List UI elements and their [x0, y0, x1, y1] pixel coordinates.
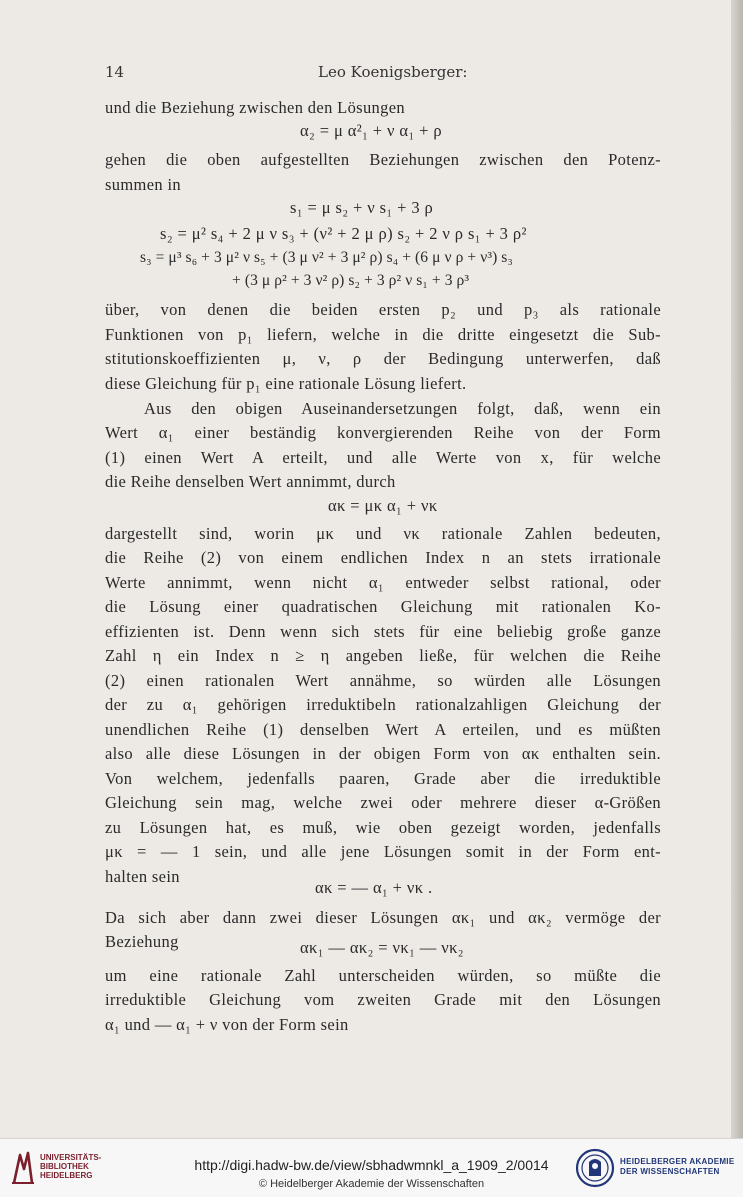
text-line: α₁ und — α₁ + ν von der Form sein	[105, 1015, 349, 1034]
text-line: und die Beziehung zwischen den Lösungen	[105, 98, 406, 117]
running-title: Leo Koenigsberger:	[318, 63, 468, 81]
text-line: Wert α₁ einer beständig konvergierenden Reihe von der Form	[105, 423, 661, 442]
equation: α₂ = μ α²₁ + ν α₁ + ρ	[300, 121, 442, 140]
equation: ακ₁ — ακ₂ = νκ₁ — νκ₂	[300, 938, 464, 957]
text-line: (2) einen rationalen Wert annähme, so würden alle Lösungen	[105, 671, 661, 690]
text-line: Da sich aber dann zwei dieser Lösungen ακ₁ und ακ₂ vermöge der	[105, 908, 661, 927]
equation: s₁ = μ s₂ + ν s₁ + 3 ρ	[290, 198, 434, 217]
text-line: μκ = — 1 sein, und alle jene Lösungen somit in der Form ent-	[105, 842, 661, 861]
text-line: dargestellt sind, worin μκ und νκ rationale Zahlen bedeuten,	[105, 524, 661, 543]
text-line: unendlichen Reihe (1) denselben Wert A erteilen, und es müßten	[105, 720, 661, 739]
text-line: irreduktible Gleichung vom zweiten Grade mit den Lösungen	[105, 990, 661, 1009]
text-line: diese Gleichung für p₁ eine rationale Lösung liefert.	[105, 374, 467, 393]
text-line: stitutionskoeffizienten μ, ν, ρ der Bedingung unterwerfen, daß	[105, 349, 661, 368]
equation: ακ = μκ α₁ + νκ	[328, 496, 438, 515]
equation: + (3 μ ρ² + 3 ν² ρ) s₂ + 3 ρ² ν s₁ + 3 ρ³	[232, 272, 470, 289]
text-line: (1) einen Wert A erteilt, und alle Werte von x, für welche	[105, 448, 661, 467]
text-line: Werte annimmt, wenn nicht α₁ entweder selbst rational, oder	[105, 573, 661, 592]
equation: s₃ = μ³ s₆ + 3 μ² ν s₅ + (3 μ ν² + 3 μ² ρ) s₄ + (6 μ ν ρ + ν³) s₃	[140, 249, 513, 266]
library-name: UNIVERSITÄTS- BIBLIOTHEK HEIDELBERG	[40, 1153, 102, 1180]
text-line: halten sein	[105, 867, 180, 886]
text-line: zu Lösungen hat, es muß, wie oben gezeigt worden, jedenfalls	[105, 818, 661, 837]
page-gutter-shadow	[731, 0, 743, 1138]
text-line: über, von denen die beiden ersten p₂ und p₃ als rationale	[105, 300, 661, 319]
text-line: der zu α₁ gehörigen irreduktibeln rationalzahligen Gleichung der	[105, 695, 661, 714]
text-line: die Reihe denselben Wert annimmt, durch	[105, 472, 396, 491]
text-line: also alle diese Lösungen in der obigen Form von ακ enthalten sein.	[105, 744, 661, 763]
text-line: Aus den obigen Auseinandersetzungen folgt, daß, wenn ein	[144, 399, 661, 418]
equation: ακ = — α₁ + νκ .	[315, 878, 433, 897]
academy-seal-icon[interactable]	[575, 1148, 615, 1192]
text-line: summen in	[105, 175, 182, 194]
text-line: Zahl η ein Index n ≥ η angeben ließe, für welchen die Reihe	[105, 646, 661, 665]
text-line: die Lösung einer quadratischen Gleichung mit rationalen Ko-	[105, 597, 661, 616]
copyright-notice: © Heidelberger Akademie der Wissenschaften	[258, 1178, 485, 1190]
text-line: Von welchem, jedenfalls paaren, Grade aber die irreduktible	[105, 769, 661, 788]
text-line: Beziehung	[105, 932, 179, 951]
page-number: 14	[105, 63, 125, 81]
text-line: die Reihe (2) von einem endlichen Index n an stets irrationale	[105, 548, 661, 567]
text-line: Gleichung sein mag, welche zwei oder mehrere dieser α-Größen	[105, 793, 661, 812]
text-line: Funktionen von p₁ liefern, welche in die dritte eingesetzt die Sub-	[105, 325, 661, 344]
text-line: um eine rationale Zahl unterscheiden würden, so müßte die	[105, 966, 661, 985]
text-line: gehen die oben aufgestellten Beziehungen zwischen den Potenz-	[105, 150, 661, 169]
equation: s₂ = μ² s₄ + 2 μ ν s₃ + (ν² + 2 μ ρ) s₂ + 2 ν ρ s₁ + 3 ρ²	[160, 224, 527, 243]
permalink-url[interactable]: http://digi.hadw-bw.de/view/sbhadwmnkl_a_1909_2/0014	[194, 1157, 549, 1173]
text-line: effizienten ist. Denn wenn sich stets für eine beliebig große ganze	[105, 622, 661, 641]
academy-name: HEIDELBERGER AKADEMIE DER WISSENSCHAFTEN	[620, 1157, 735, 1176]
